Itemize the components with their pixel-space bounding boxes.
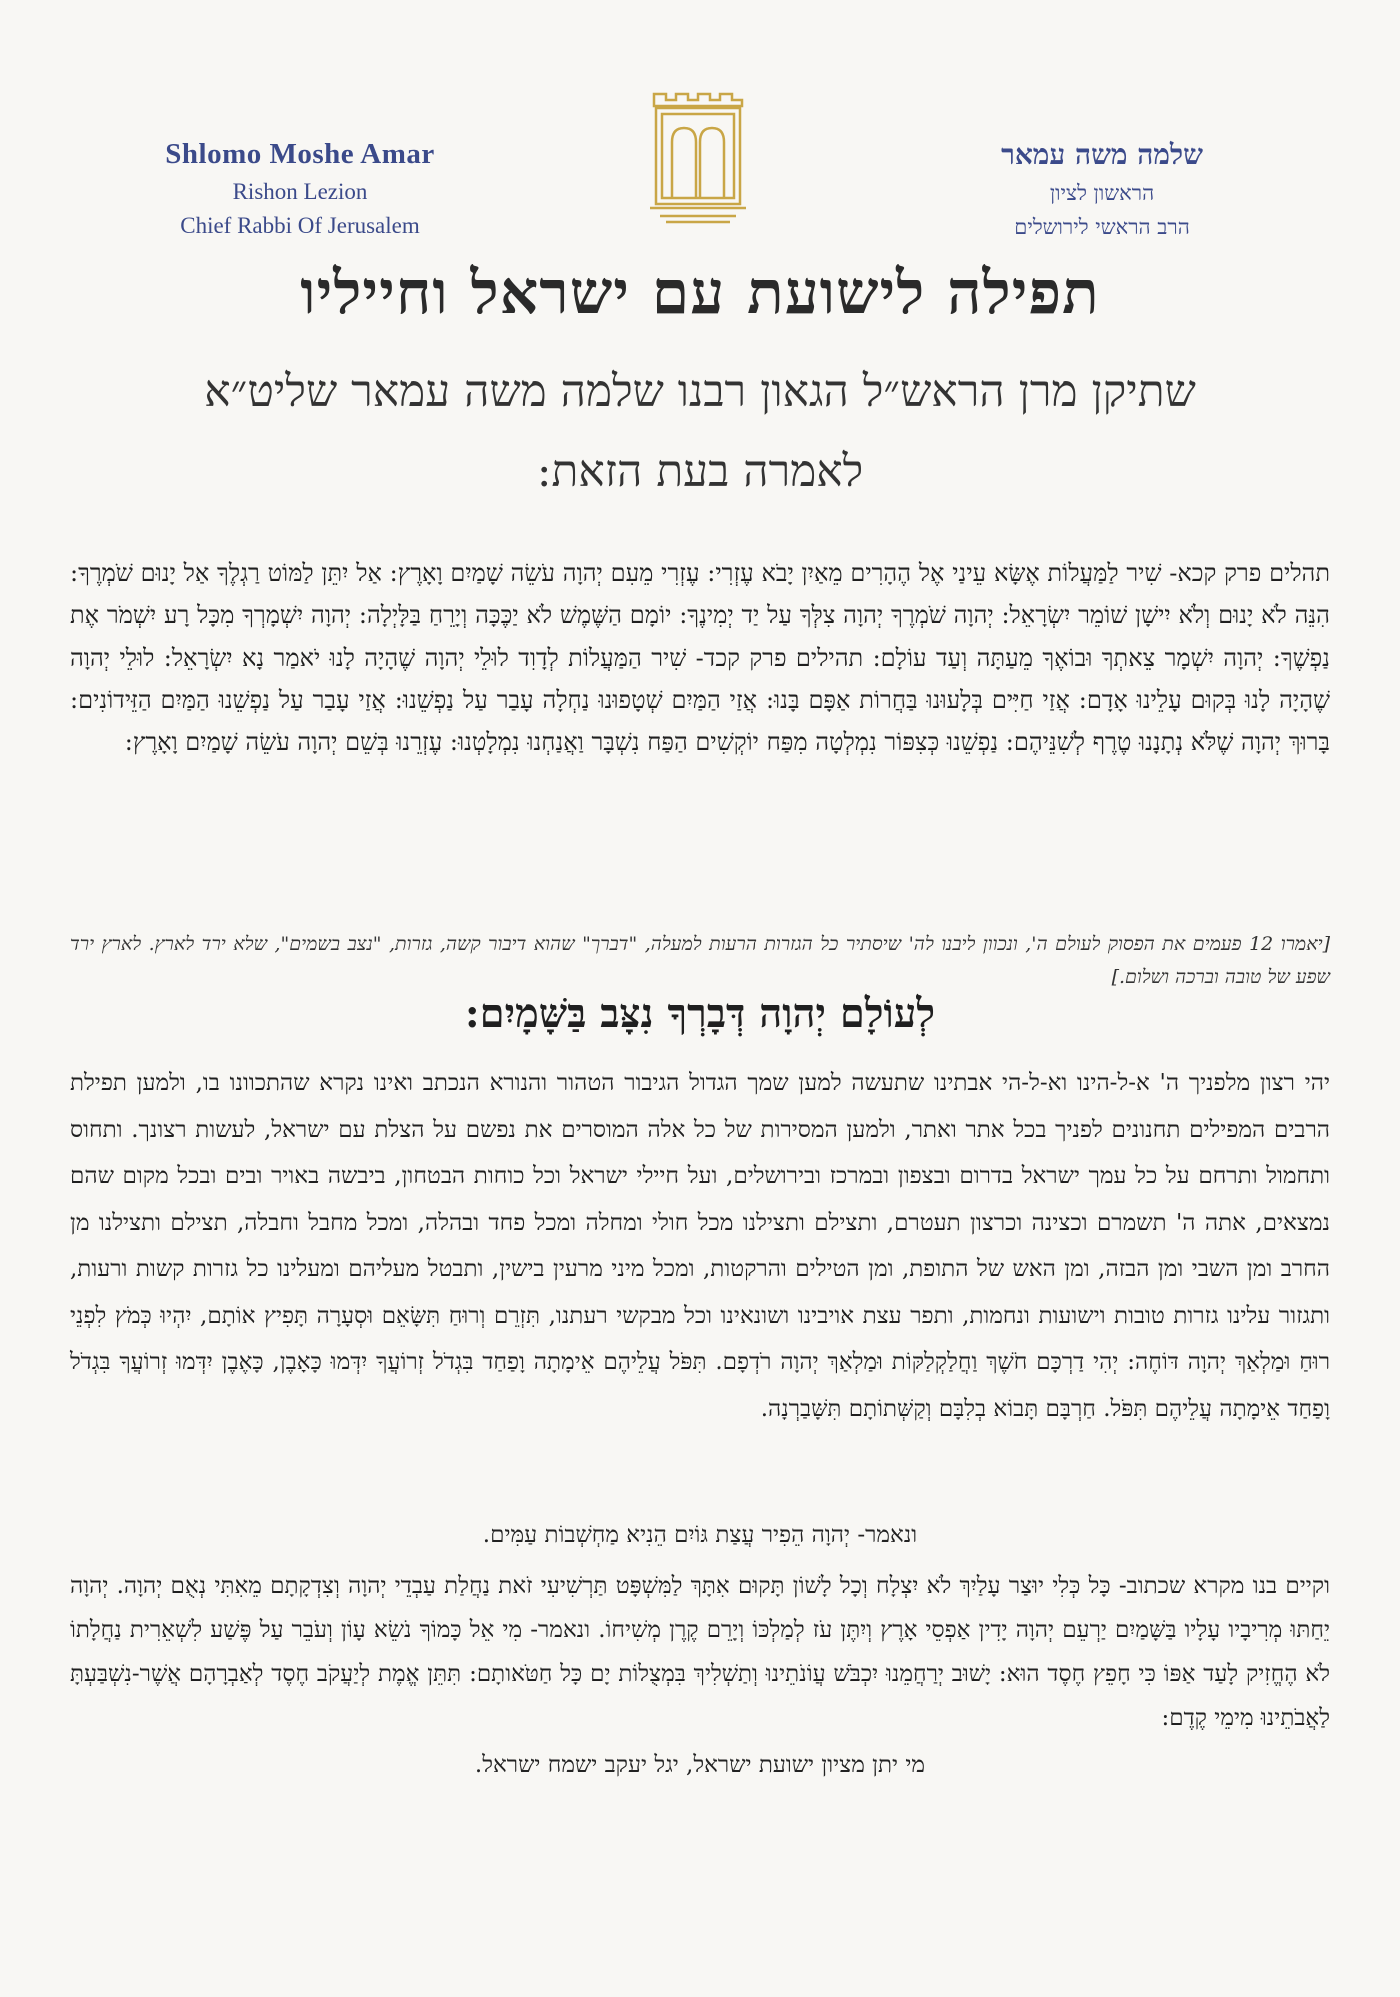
page-subtitle: שתיקן מרן הראש״ל הגאון רבנו שלמה משה עמאר שליט״א xyxy=(204,366,1196,417)
closing-text: וקיים בנו מקרא שכתוב- כָּל כְּלִי יוּצַר עָלַיִךְ לֹא יִצְלָח וְכָל לָשׁוֹן תָּקוּם אִתָּךְ לַמִּשְׁפָּט תַּרְשִׁיעִי זֹאת נַחֲלַת עַבְדֵי יְהוָה וְצִדְקָתָם מֵאִתִּי נְאֻם יְהוָה. יְהוָה יֵחַתּוּ מְרִיבָיו עָלָיו בַּשָּׁמַיִם יַרְעֵם יְהוָה יָדִין אַפְסֵי אָרֶץ וְיִתֶּן עֹז לְמַלְכּוֹ וְיָרֵם קֶרֶן מְשִׁיחוֹ. ונאמר- מִי אֵל כָּמוֹךָ נֹשֵׂא עָוֹן וְעֹבֵר עַל פֶּשַׁע לִשְׁאֵרִית נַחֲלָתוֹ לֹא הֶחֱזִיק לָעַד אַפּוֹ כִּי חָפֵץ חֶסֶד הוּא: יָשׁוּב יְרַחֲמֵנוּ יִכְבֹּשׁ עֲוֹנֹתֵינוּ וְתַשְׁלִיךְ בִּמְצֻלוֹת יָם כָּל חַטֹּאותָם: תִּתֵּן אֱמֶת לְיַעֲקֹב חֶסֶד לְאַבְרָהָם אֲשֶׁר-נִשְׁבַּעְתָּ לַאֲבֹתֵינוּ מִימֵי קֶדֶם: xyxy=(70,1573,1330,1731)
rabbi-name-english: Shlomo Moshe Amar xyxy=(165,138,435,170)
vneemar-line: ונאמר- יְהוָה הֵפִיר עֲצַת גּוֹיִם הֵנִיא מַחְשְׁבוֹת עַמִּים. xyxy=(482,1522,918,1548)
letterhead-hebrew xyxy=(922,138,1282,240)
rabbi-title-english: Rishon Lezion xyxy=(232,179,368,204)
recitation-note: [יאמרו 12 פעמים את הפסוק לעולם ה', ונכוון ליבנו לה' שיסתיר כל הגזרות הרעות למעלה, "דברך" שהוא דיבור קשה, גזרות, "נצב בשמים", שלא ירד לארץ. לארץ ירד שפע של טובה וברכה ושלום.] xyxy=(70,933,1330,988)
rabbi-name-hebrew: שלמה משה עמאר xyxy=(1001,138,1203,171)
tower-gate-emblem-icon xyxy=(646,86,750,230)
psalms-text: תהלים פרק קכא- שִׁיר לַמַּעֲלוֹת אֶשָּׂא עֵינַי אֶל הֶהָרִים מֵאַיִן יָבֹא עֶזְרִי: עֶזְרִי מֵעִם יְהוָה עֹשֵׂה שָׁמַיִם וָאָרֶץ: אַל יִתֵּן לַמּוֹט רַגְלֶךָ אַל יָנוּם שֹׁמְרֶךָ: הִנֵּה לֹא יָנוּם וְלֹא יִישָׁן שׁוֹמֵר יִשְׂרָאֵל: יְהוָה שֹׁמְרֶךָ יְהוָה צִלְּךָ עַל יַד יְמִינֶךָ: יוֹמָם הַשֶּׁמֶשׁ לֹא יַכֶּכָּה וְיָרֵחַ בַּלָּיְלָה: יְהוָה יִשְׁמָרְךָ מִכָּל רָע יִשְׁמֹר אֶת נַפְשֶׁךָ: יְהוָה יִשְׁמָר צֵאתְךָ וּבוֹאֶךָ מֵעַתָּה וְעַד עוֹלָם: תהילים פרק קכד- שִׁיר הַמַּעֲלוֹת לְדָוִד לוּלֵי יְהוָה שֶׁהָיָה לָנוּ יֹאמַר נָא יִשְׂרָאֵל: לוּלֵי יְהוָה שֶׁהָיָה לָנוּ בְּקוּם עָלֵינוּ אָדָם: אֲזַי חַיִּים בְּלָעוּנוּ בַּחֲרוֹת אַפָּם בָּנוּ: אֲזַי הַמַּיִם שְׁטָפוּנוּ נַחְלָה עָבַר עַל נַפְשֵׁנוּ: אֲזַי עָבַר עַל נַפְשֵׁנוּ הַמַּיִם הַזֵּידוֹנִים: בָּרוּךְ יְהוָה שֶׁלֹּא נְתָנָנוּ טֶרֶף לְשִׁנֵּיהֶם: נַפְשֵׁנוּ כְּצִפּוֹר נִמְלְטָה מִפַּח יוֹקְשִׁים הַפַּח נִשְׁבָּר וַאֲנַחְנוּ נִמְלָטְנוּ: עֶזְרֵנוּ בְּשֵׁם יְהוָה עֹשֵׂה שָׁמַיִם וָאָרֶץ: xyxy=(70,559,1330,757)
rabbi-role-english: Chief Rabbi Of Jerusalem xyxy=(180,213,420,238)
rabbi-role-hebrew: הרב הראשי לירושלים xyxy=(1014,215,1190,239)
final-line: מי יתן מציון ישועת ישראל, יגל יעקב ישמח ישראל. xyxy=(474,1752,926,1778)
page-subtitle-instruction: לאמרה בעת הזאת: xyxy=(536,446,864,497)
letterhead-english xyxy=(130,138,470,239)
page-title: תפילה לישועת עם ישראל וחייליו xyxy=(300,258,1100,328)
verse-heading: לְעוֹלָם יְהוָה דְּבָרְךָ נִצָּב בַּשָּׁמָיִם: xyxy=(464,990,936,1037)
prayer-text: יהי רצון מלפניך ה' א-ל-הינו וא-ל-הי אבתינו שתעשה למען שמך הגדול הגיבור הטהור והנורא הנכתב ואינו נקרא שהתכוונו בו, ולמען תפילת הרבים המפילים תחנונים לפניך בכל אתר ואתר, ולמען המסירות של כל אלה המוסרים את נפשם על הצלת עם ישראל, לעשות רצונך. ותחוס ותחמול ותרחם על כל עמך ישראל בדרום ובצפון ובמרכז ובירושלים, ועל חיילי ישראל וכל כוחות הבטחון, ביבשה באויר ובים ובכל מקום שהם נמצאים, אתה ה' תשמרם וכצינה וכרצון תעטרם, ותצילם ותצילנו מכל חולי ומחלה ומכל פחד ובהלה, ומכל מחבל וחבלה, תצילם ותצילנו מן החרב ומן השבי ומן הבזה, ומן האש של התופת, ומן הטילים והרקטות, ומכל מיני מרעין בישין, ותבטל מעליהם ומעלינו כל גזרות קשות ורעות, ותגזור עלינו גזרות טובות וישועות ונחמות, ותפר עצת אויבינו ושונאינו וכל מבקשי רעתנו, תִּזְרֵם וְרוּחַ תִּשָּׂאֵם וּסְעָרָה תָּפִיץ אוֹתָם, יִהְיוּ כְּמֹץ לִפְנֵי רוּחַ וּמַלְאַךְ יְהוָה דּוֹחֶה: יְהִי דַרְכָּם חֹשֶׁךְ וַחֲלַקְלַקּוֹת וּמַלְאַךְ יְהוָה רֹדְפָם. תִּפֹּל עֲלֵיהֶם אֵימָתָה וָפַחַד בִּגְדֹל זְרוֹעֲךָ יִדְּמוּ כָּאָבֶן, כָּאֶבֶן יִדְּמוּ זְרוֹעֲךָ בִּגְדֹל וָפַחַד אֵימָתָה עֲלֵיהֶם תִּפֹּל. חַרְבָּם תָּבוֹא בְלִבָּם וְקַשְּׁתוֹתָם תִּשָּׁבַרְנָה. xyxy=(70,1070,1330,1422)
rabbi-title-hebrew: הראשון לציון xyxy=(1049,181,1155,205)
